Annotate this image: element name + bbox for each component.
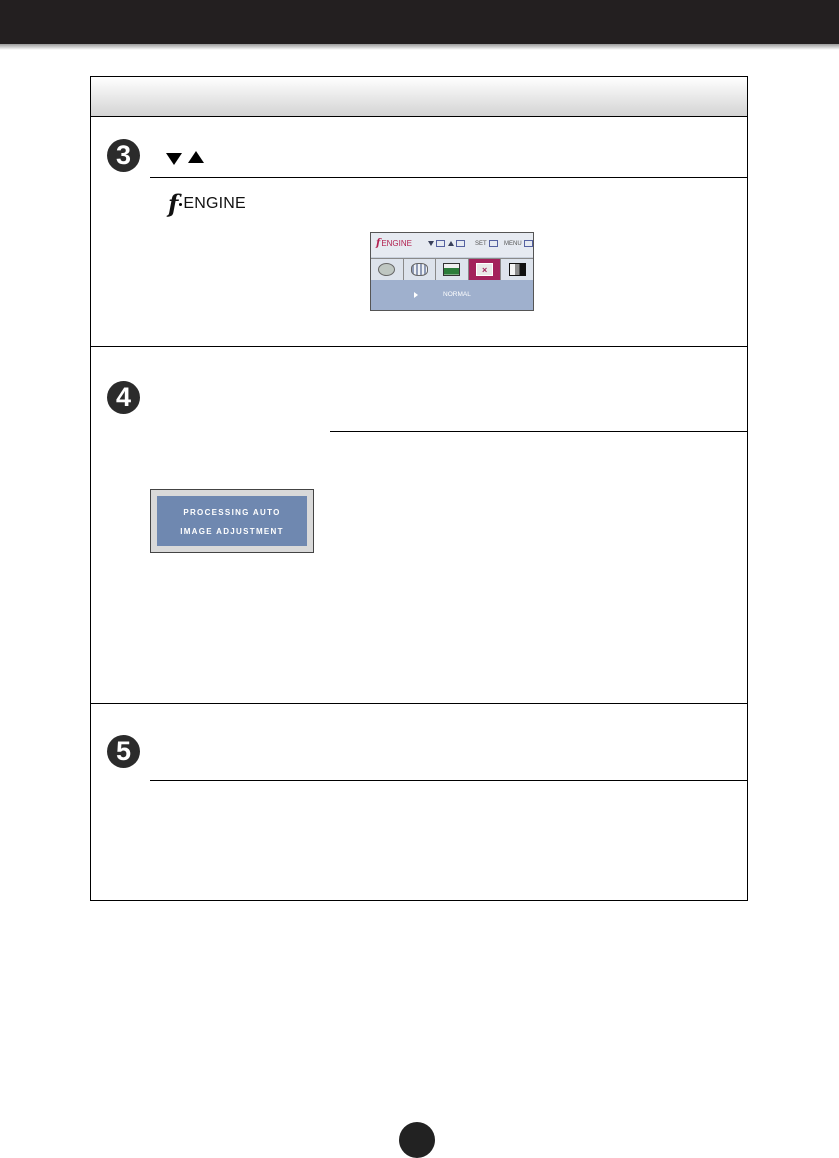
osd-menu-screenshot — [370, 232, 534, 311]
osd-fengine-logo — [376, 238, 412, 249]
step-3-badge: 3 — [107, 139, 140, 172]
auto-adjust-line-1: PROCESSING AUTO — [183, 508, 281, 517]
osd-mode-icons — [371, 258, 533, 281]
fengine-logo — [168, 189, 246, 218]
step-5-badge: 5 — [107, 735, 140, 768]
osd-top-bar — [371, 233, 533, 257]
auto-adjust-message-box — [150, 489, 314, 553]
divider-step4-step5 — [90, 703, 748, 704]
arrow-down-icon — [166, 153, 182, 165]
osd-pointer-icon — [414, 292, 418, 298]
auto-adjust-line-2: IMAGE ADJUSTMENT — [180, 527, 284, 536]
osd-mode-label: NORMAL — [443, 291, 471, 298]
osd-logo-text: ENGINE — [381, 239, 412, 248]
osd-menu-label: MENU — [504, 240, 522, 247]
step4-underline — [330, 431, 748, 432]
osd-internet-mode-icon — [404, 259, 437, 280]
fengine-label: ENGINE — [183, 195, 246, 212]
osd-set-label: SET — [475, 240, 487, 247]
osd-menu-key-icon — [524, 240, 533, 247]
osd-down-key-icon — [436, 240, 445, 247]
osd-logo-f: f — [376, 238, 381, 249]
osd-movie-mode-icon — [371, 259, 404, 280]
osd-down-icon — [428, 241, 434, 246]
osd-up-icon — [448, 241, 454, 246]
osd-set-key-icon — [489, 240, 498, 247]
osd-set-control — [475, 240, 498, 247]
step-4-badge: 4 — [107, 381, 140, 414]
osd-normal-mode-icon: × — [469, 259, 502, 280]
table-header — [91, 77, 747, 117]
osd-mode-panel — [371, 280, 533, 310]
osd-menu-control — [504, 240, 533, 247]
top-header-bar — [0, 0, 839, 44]
divider-step3-step4 — [90, 346, 748, 347]
step3-underline — [150, 177, 748, 178]
header-shadow — [0, 44, 839, 50]
step5-underline — [150, 780, 748, 781]
auto-adjust-message-panel — [157, 496, 307, 546]
osd-up-key-icon — [456, 240, 465, 247]
fengine-f-glyph: f — [168, 189, 179, 218]
osd-nav-controls — [428, 240, 465, 247]
page-number-badge — [399, 1122, 435, 1158]
osd-photo-mode-icon — [436, 259, 469, 280]
osd-user-mode-icon — [501, 259, 533, 280]
arrow-up-icon — [188, 151, 204, 163]
fengine-dot — [179, 203, 182, 206]
